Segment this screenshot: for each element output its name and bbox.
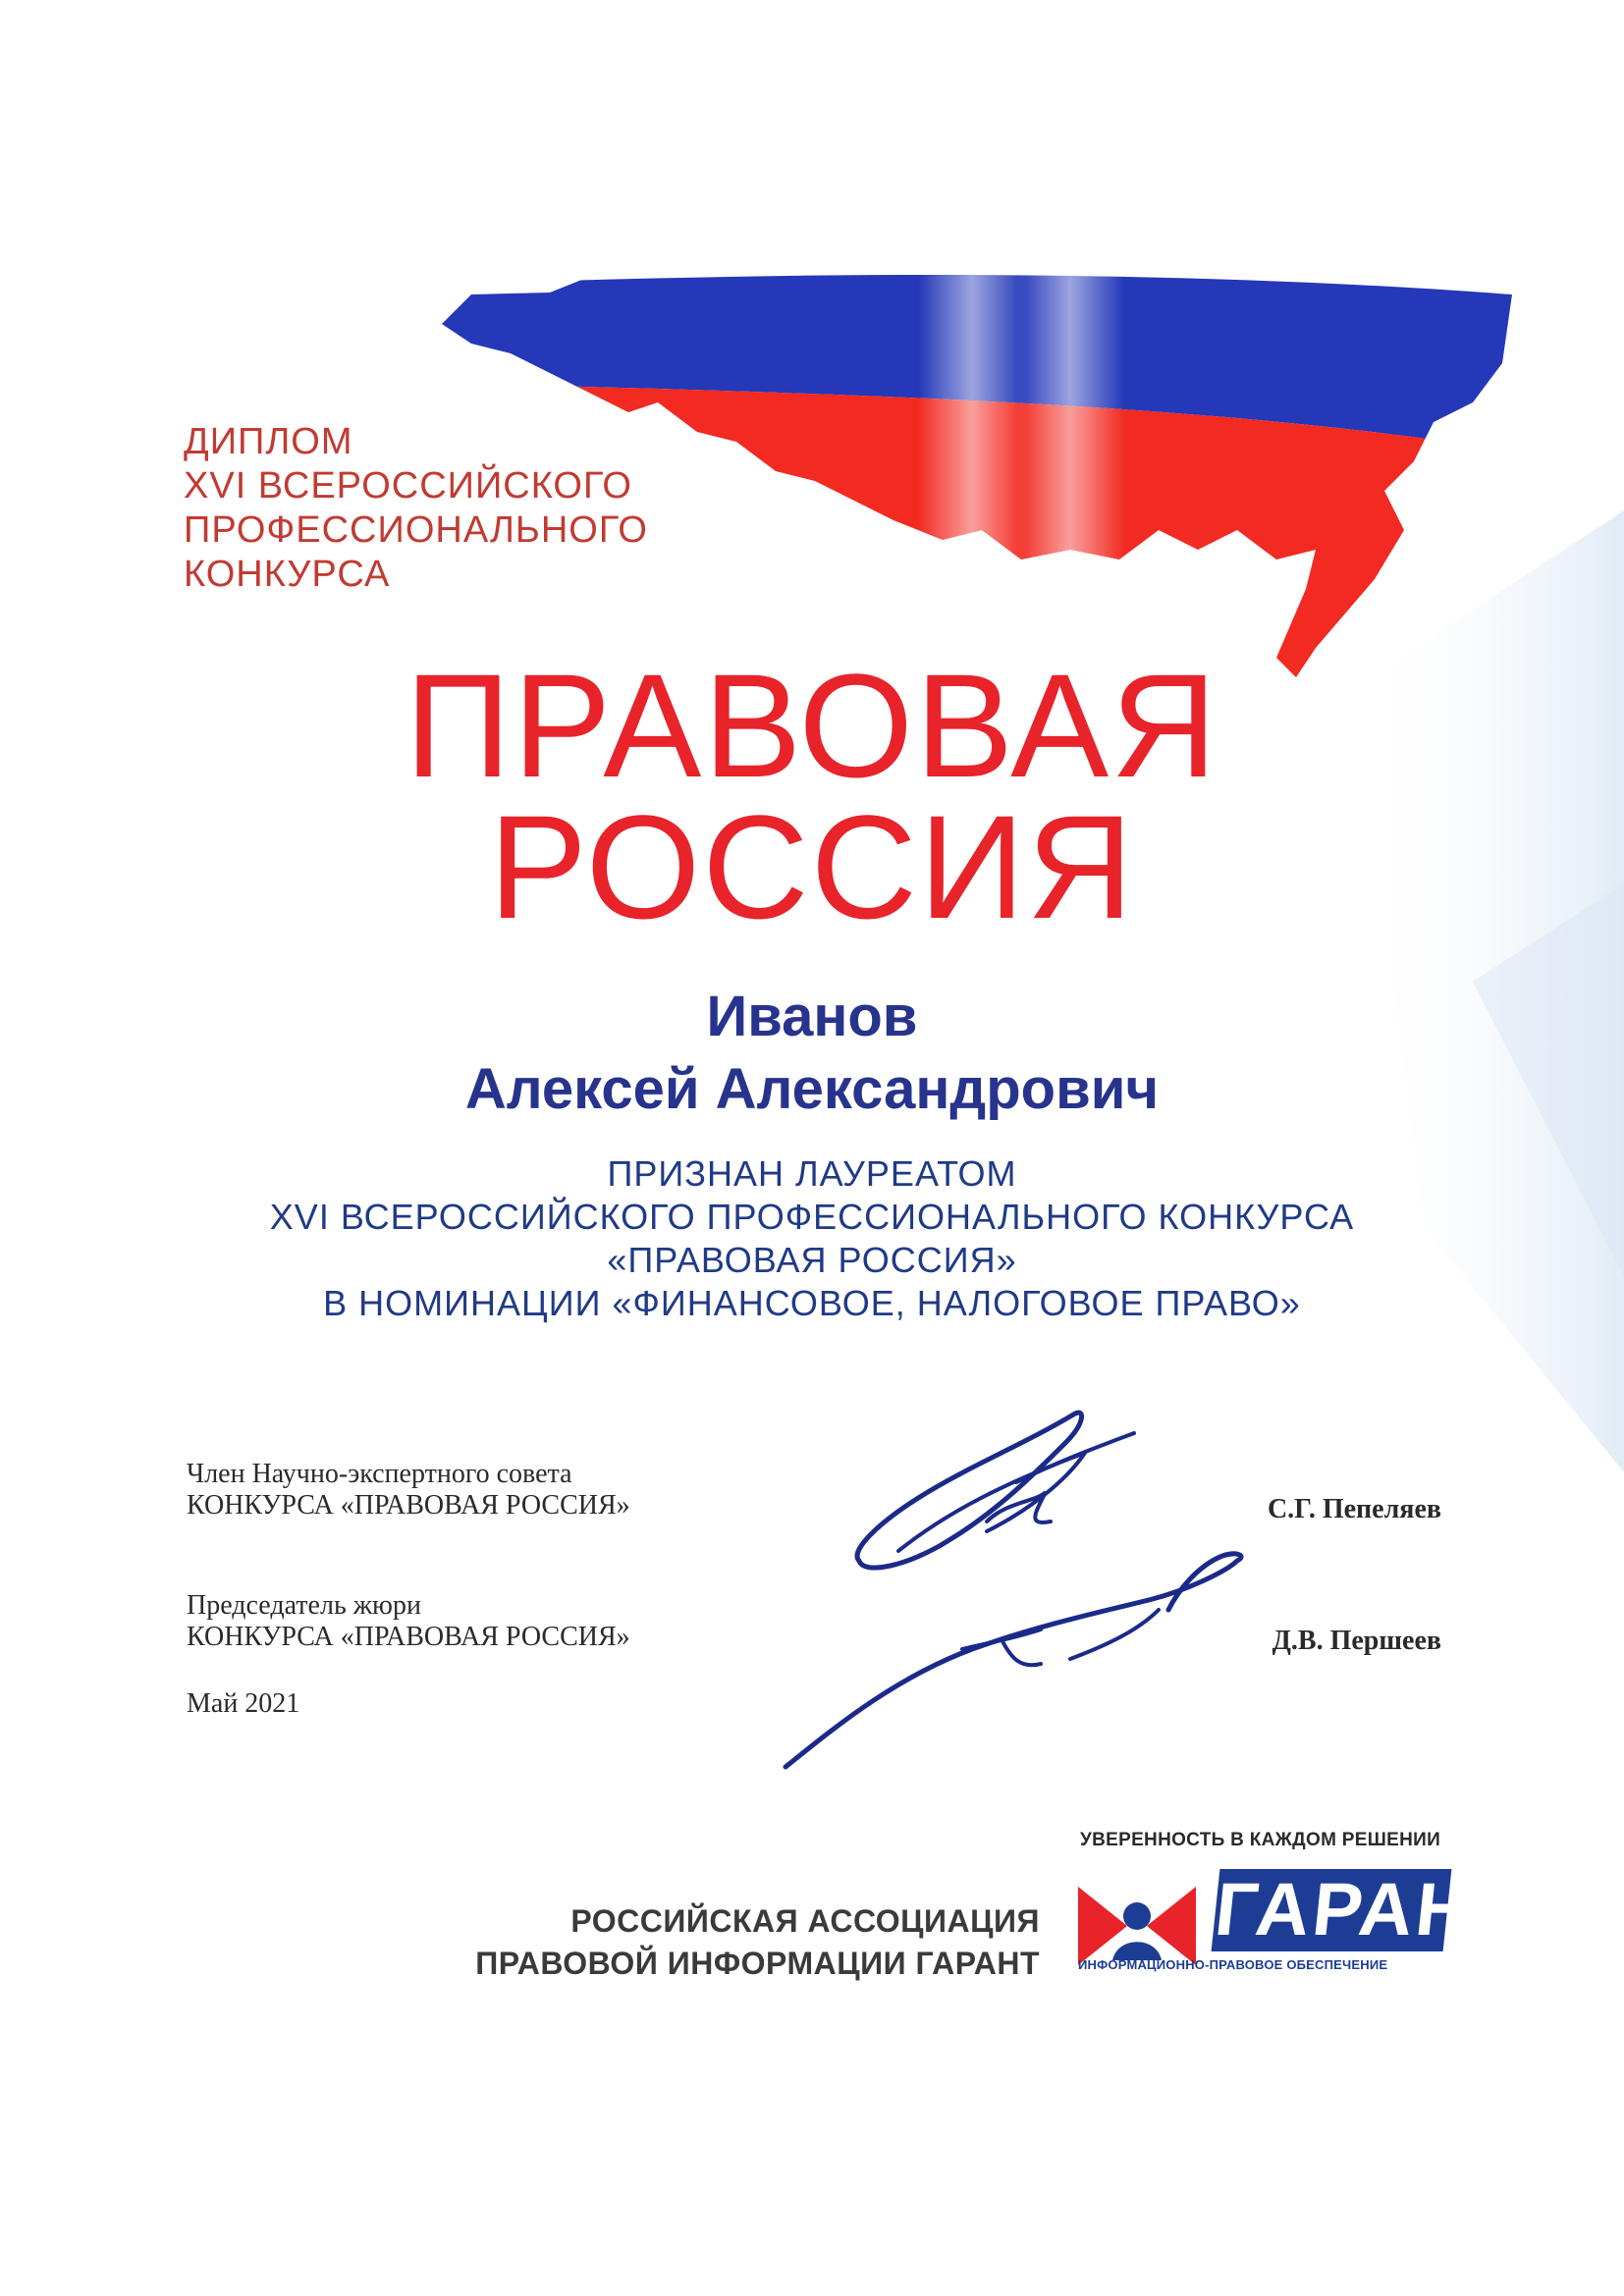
signatory-1-name: С.Г. Пепеляев: [1267, 1494, 1441, 1524]
award-text-line: «ПРАВОВАЯ РОССИЯ»: [607, 1240, 1017, 1280]
diploma-header-line: XVI ВСЕРОССИЙСКОГО: [184, 465, 632, 507]
title-line-1: ПРАВОВАЯ: [405, 643, 1219, 808]
issuer-name: [475, 1900, 1040, 1985]
signature-persheev: [776, 1551, 1267, 1777]
issue-date: Май 2021: [187, 1688, 300, 1719]
garant-logo: [1078, 1868, 1526, 1977]
signatory-2-name: Д.В. Першеев: [1272, 1626, 1441, 1656]
signatory-1-role: [187, 1459, 630, 1522]
title-line-2: РОССИЯ: [488, 784, 1136, 949]
diploma-header-line: ПРОФЕССИОНАЛЬНОГО: [184, 509, 648, 551]
garant-tagline: ИНФОРМАЦИОННО-ПРАВОВОЕ ОБЕСПЕЧЕНИЕ: [1078, 1957, 1388, 1972]
diploma-header-line: КОНКУРСА: [184, 554, 391, 595]
award-text: [0, 1152, 1624, 1325]
signatory-role-line: КОНКУРСА «ПРАВОВАЯ РОССИЯ»: [187, 1622, 630, 1652]
signatory-2-role: [187, 1590, 630, 1653]
diploma-header: [184, 420, 648, 597]
signatory-role-line: Член Научно-экспертного совета: [187, 1459, 572, 1489]
signatory-role-line: КОНКУРСА «ПРАВОВАЯ РОССИЯ»: [187, 1490, 630, 1521]
garant-logo-text: ГАРАНТ: [1211, 1868, 1526, 1951]
diploma-header-line: ДИПЛОМ: [184, 421, 353, 462]
award-text-line: ПРИЗНАН ЛАУРЕАТОМ: [607, 1153, 1017, 1194]
garant-slogan: УВЕРЕННОСТЬ В КАЖДОМ РЕШЕНИИ: [1080, 1830, 1441, 1850]
awardee-surname: Иванов: [706, 985, 918, 1048]
award-text-line: XVI ВСЕРОССИЙСКОГО ПРОФЕССИОНАЛЬНОГО КОНКУРСА: [269, 1197, 1355, 1237]
signatory-role-line: Председатель жюри: [187, 1590, 421, 1621]
awardee-given-names: Алексей Александрович: [464, 1057, 1160, 1121]
award-text-line: В НОМИНАЦИИ «ФИНАНСОВОЕ, НАЛОГОВОЕ ПРАВО»: [323, 1283, 1301, 1323]
issuer-name-line: РОССИЙСКАЯ АССОЦИАЦИЯ: [570, 1903, 1040, 1939]
issuer-name-line: ПРАВОВОЙ ИНФОРМАЦИИ ГАРАНТ: [475, 1946, 1040, 1981]
